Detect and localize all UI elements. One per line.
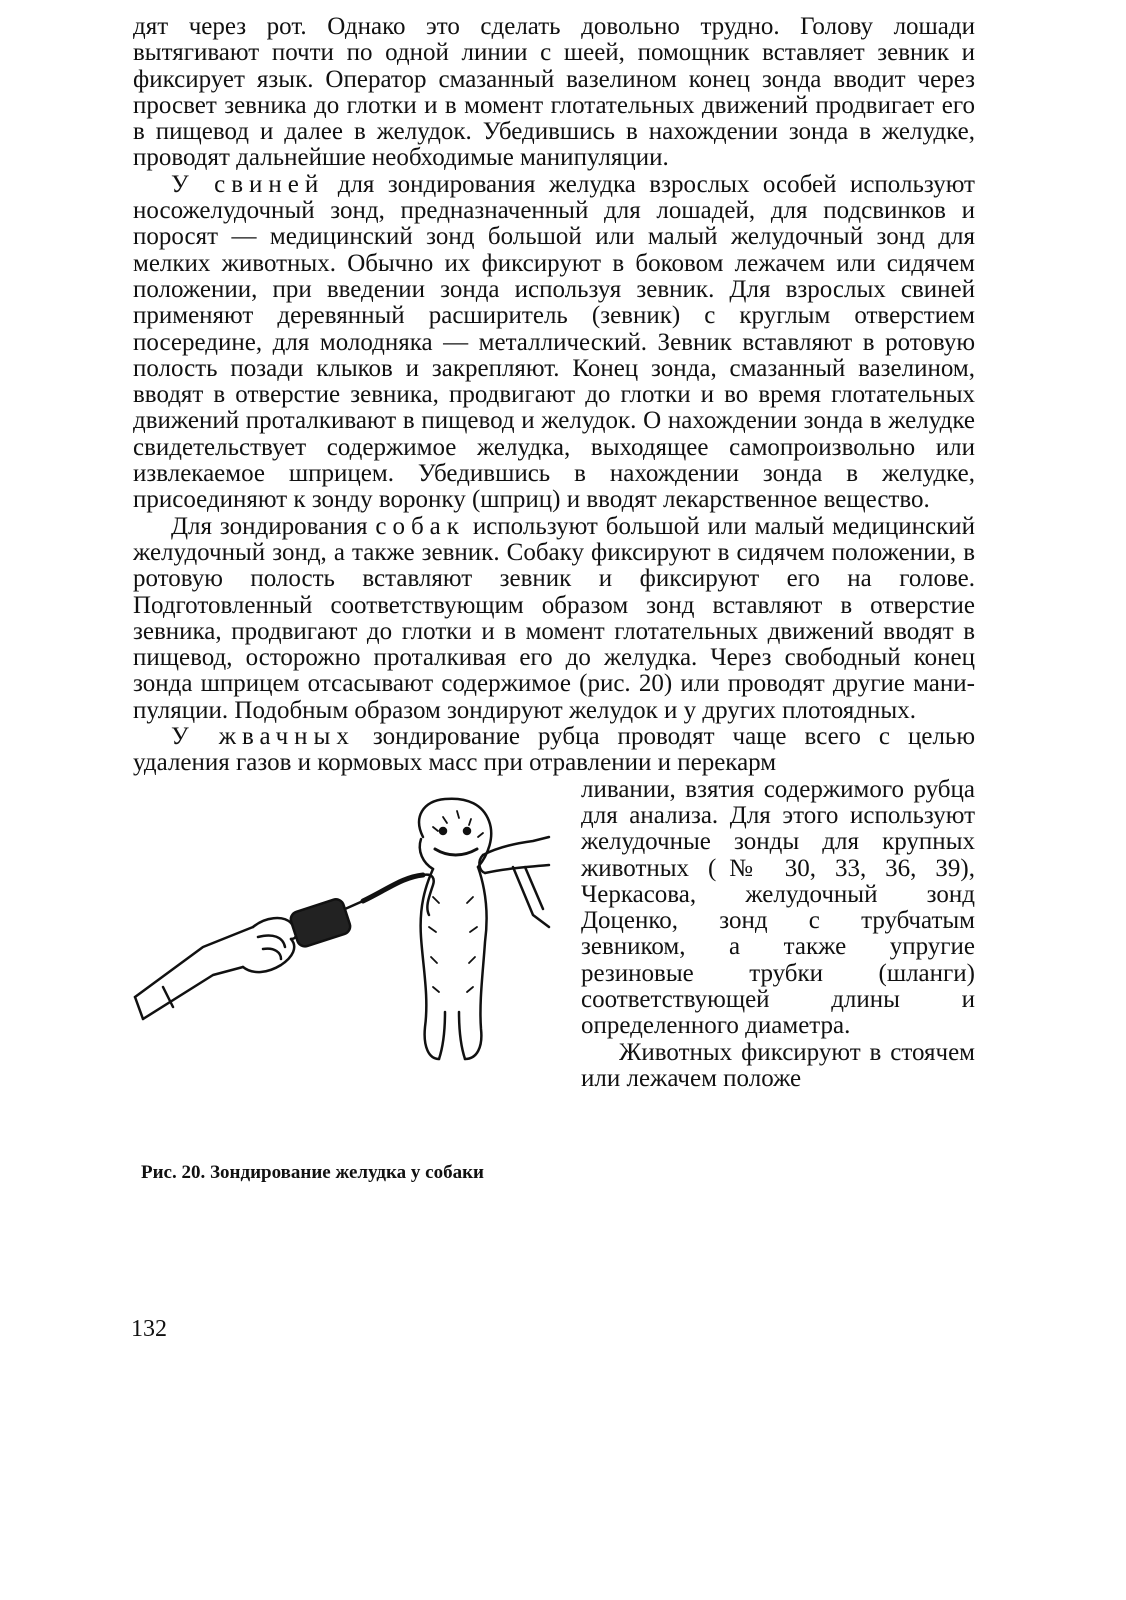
right-column-paragraph-1: ливании, взятия содержимого рубца для анализа. Для этого используют желудочные зонды для крупных животных (№ 30, 33, 36, 39), Черкасова, желудочный зонд Доценко, зонд с трубчатым зевником, а также упругие резиновые трубки (шланги) соответствующей длины и определенного диаметра. (581, 775, 975, 1040)
paragraph-pigs-text: для зондирования желудка взрослых особей используют носожелудочный зонд, предназначенный для лошадей, для подсвинков и поросят — медицинский зонд большой или малый желудочный зонд для мелких животных. Обычно их фиксируют в боковом лежачем или сидячем положении, при введении зонда используя зевник. Для взрослых свиней применяют деревянный расширитель (зевник) с круглым отверстием посередине, для молодняка — металлический. Зевник вставляют в ротовую полость позади клыков и закрепляют. Конец зонда, смазанный вазелином, вводят в отверстие зевника, продвигают до глотки и во время глотательных движений проталкивают в пищевод и желудок. О нахождении зонда в желудке свидетельствует содержимое желудка, выходящее самопроизвольно или извлекаемое шприцем. Убедившись в нахождении зонда в желудке, присоединяют к зонду воронку (шприц) и вводят лекарственное вещество. (133, 170, 975, 514)
lead-dogs: собак (375, 512, 465, 540)
figure-and-column (133, 777, 975, 1217)
lead-ruminants: У жвачных (171, 723, 355, 751)
lead-pigs: У свиней (171, 170, 325, 198)
right-column (581, 777, 975, 1093)
figure-20 (133, 797, 551, 1197)
paragraph-dogs (133, 514, 975, 724)
paragraph-horse: дят через рот. Однако это сделать довольно трудно. Голову лошади вытягивают почти по одной линии с шеей, помощник вставляет зевник и фиксирует язык. Оператор смазанный вазелином конец зонда вводит через просвет зевника до глотки и в момент глотательных движений продвигает его в пищевод и далее в желудок. Убедившись в нахождении зонда в желудке, проводят дальнейшие необходимые манипуляции. (133, 13, 975, 172)
dog-probing-illustration-icon (133, 797, 551, 1147)
paragraph-ruminants (133, 724, 975, 777)
paragraph-ruminants-text: зондирование рубца проводят чаще всего с целью удаления газов и кормовых масс при отравлении и перекарм (133, 723, 976, 777)
figure-caption: Рис. 20. Зондирование желудка у собаки (141, 1161, 484, 1183)
paragraph-pigs (133, 172, 975, 514)
page-body (133, 14, 975, 1217)
paragraph-dogs-text: используют большой или малый медицинский желудочный зонд, а также зевник. Собаку фиксируют в сидячем положении, в ротовую полость вставляют зевник и фиксируют его на голове. Подготовленный соответствующим образом зонд вставляют в отверстие зевника, продвигают до глотки и в момент глотательных движений вводят в пищевод, осторожно проталкивая его до желудка. Через свободный конец зонда шприцем отсасывают содержимое (рис. 20) или проводят другие манипуляции. Подобным образом зондируют желудок и у других плотоядных. (133, 512, 976, 724)
page-number: 132 (131, 1316, 167, 1342)
right-column-paragraph-2: Животных фиксируют в стоячем или лежачем положе (581, 1038, 975, 1092)
paragraph-dogs-pre: Для зондирования (171, 512, 376, 540)
